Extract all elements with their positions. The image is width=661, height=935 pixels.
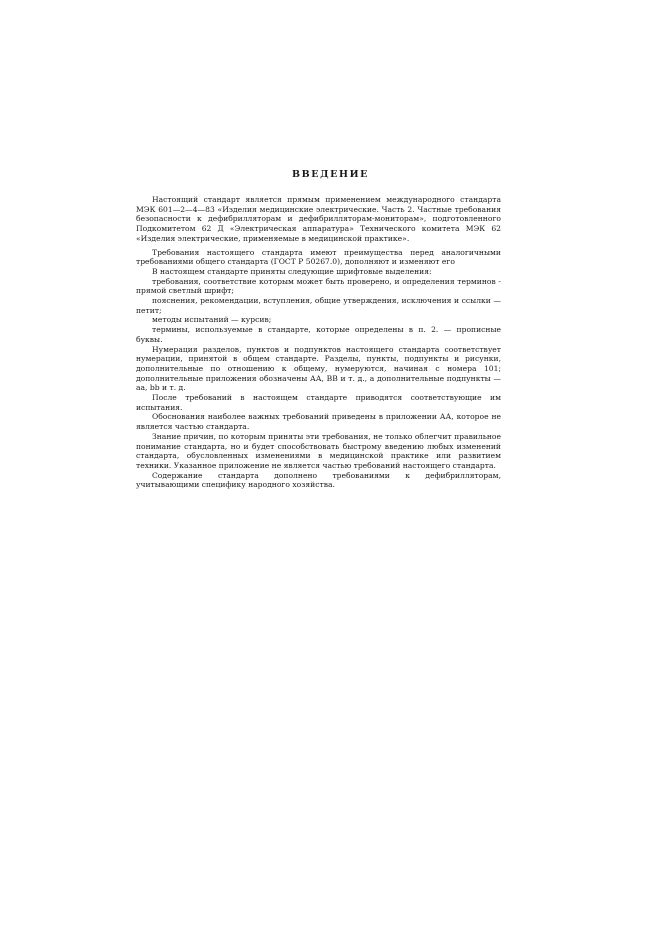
paragraph-standard-basis: Настоящий стандарт является прямым применением международного стандарта МЭК 601—2—4—83 «Изделия медицинские электрические. Часть 2. Частные требования безопасности к дефибрилляторам и дефибрилляторам-мониторам», подготовленного Подкомитетом 62 Д «Электрическая аппаратура» Технического комитета МЭК 62 «Изделия электрические, применяемые в медицинской практике». bbox=[136, 195, 501, 243]
paragraph-numbering: Нумерация разделов, пунктов и подпунктов настоящего стандарта соответствует нумерации, принятой в общем стандарте. Разделы, пункты, подпункты и рисунки, дополнительные по отношению к общему, нумеруются, начиная с номера 101; дополнительные приложения обозначены АА, ВВ и т. д., а дополнительные подпункты — аа, bb и т. д. bbox=[136, 344, 501, 393]
paragraph-rationale: Обоснования наиболее важных требований приведены в приложении АА, которое не является частью стандарта. bbox=[136, 412, 501, 432]
paragraph-content-supplement: Содержание стандарта дополнено требованиями к дефибрилляторам, учитывающими специфику народного хозяйства. bbox=[136, 470, 501, 490]
paragraph-knowledge: Знание причин, по которым приняты эти требования, не только облегчит правильное понимание стандарта, но и будет способствовать быстрому введению любых изменений стандарта, обусловленных изменениями в медицинской практике или развитием техники. Указанное приложение не является частью требований настоящего стандарта. bbox=[136, 431, 501, 470]
paragraph-requirements-priority: Требования настоящего стандарта имеют преимущества перед аналогичными требованиями общего стандарта (ГОСТ Р 50267.0), дополняют и изменяют его bbox=[136, 247, 501, 267]
paragraph-font-italic: методы испытаний — курсив; bbox=[152, 315, 272, 325]
paragraph-font-conventions: В настоящем стандарте приняты следующие шрифтовые выделения: bbox=[152, 266, 432, 276]
paragraph-font-petit: пояснения, рекомендации, вступления, общие утверждения, исключения и ссылки — петит; bbox=[136, 296, 501, 315]
paragraph-font-capitals: термины, используемые в стандарте, которые определены в п. 2. — прописные буквы. bbox=[136, 325, 501, 344]
paragraph-font-requirements: требования, соответствие которым может быть проверено, и определения терминов - прямой светлый шрифт; bbox=[136, 276, 501, 296]
paragraph-tests: После требований в настоящем стандарте приводятся соответствующие им испытания. bbox=[136, 393, 501, 412]
section-heading: ВВЕДЕНИЕ bbox=[292, 169, 369, 180]
introduction-body bbox=[136, 195, 501, 490]
